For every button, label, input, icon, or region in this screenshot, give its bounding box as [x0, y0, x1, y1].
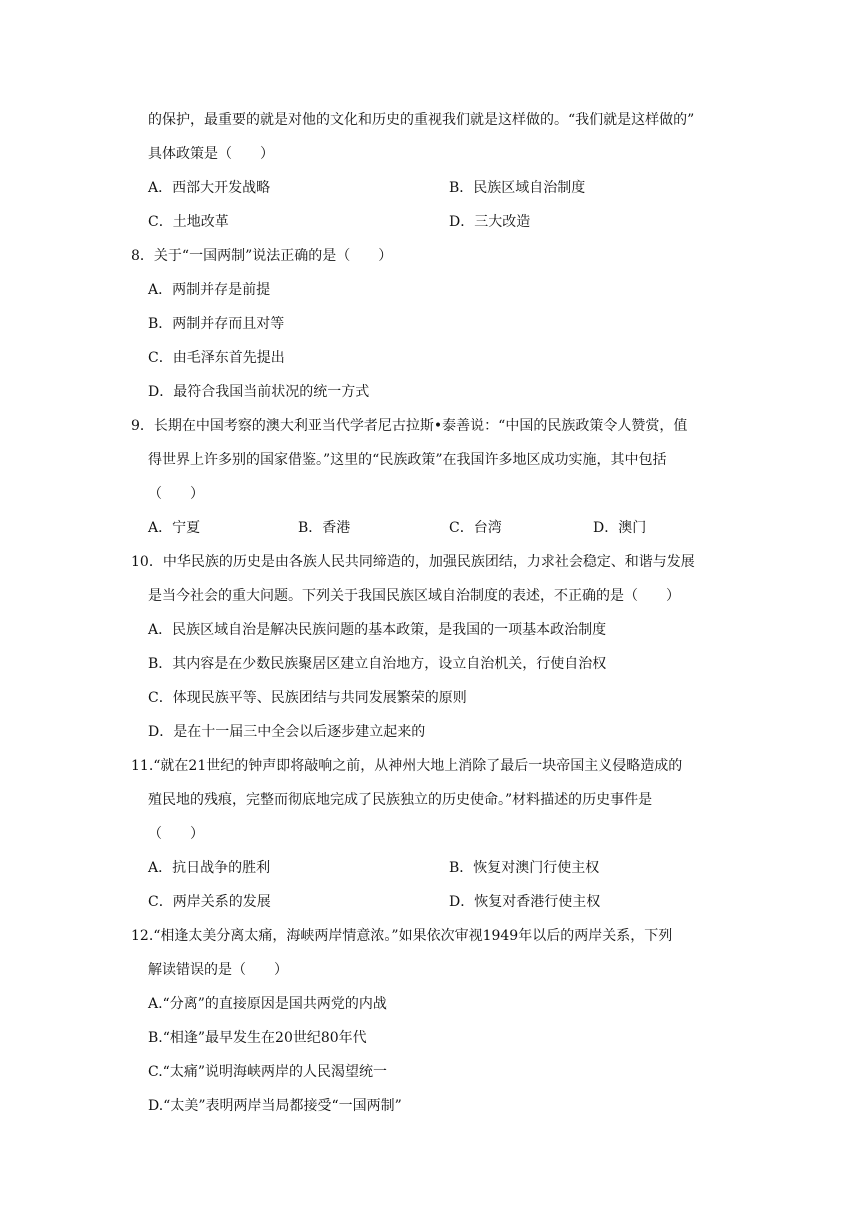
- option: C.“太痛”说明海峡两岸的人民渴望统一: [148, 1064, 387, 1080]
- option: D．是在十一届三中全会以后逐步建立起来的: [148, 724, 426, 740]
- option: A．民族区域自治是解决民族问题的基本政策，是我国的一项基本政治制度: [148, 622, 607, 638]
- option: A．宁夏: [148, 520, 201, 536]
- option: D．澳门: [593, 520, 647, 536]
- option: A．抗日战争的胜利: [148, 860, 271, 876]
- question-8: 8．关于“一国两制”说法正确的是（ ）: [131, 248, 393, 264]
- option: B．两制并存而且对等: [148, 316, 285, 332]
- option: C．体现民族平等、民族团结与共同发展繁荣的原则: [148, 690, 467, 706]
- option: C．由毛泽东首先提出: [148, 350, 285, 366]
- option: D．三大改造: [449, 214, 531, 230]
- option: C．两岸关系的发展: [148, 894, 271, 910]
- option: B．其内容是在少数民族聚居区建立自治地方，设立自治机关，行使自治权: [148, 656, 607, 672]
- question-9: 9．长期在中国考察的澳大利亚当代学者尼古拉斯•泰善说：“中国的民族政策令人赞赏，值: [131, 418, 688, 434]
- option: C．土地改革: [148, 214, 229, 230]
- text-line: 殖民地的残痕，完整而彻底地完成了民族独立的历史使命。”材料描述的历史事件是: [148, 792, 653, 808]
- option: D．恢复对香港行使主权: [449, 894, 601, 910]
- option: B．民族区域自治制度: [449, 180, 586, 196]
- option: D.“太美”表明两岸当局都接受“一国两制”: [148, 1098, 402, 1114]
- option: B．香港: [298, 520, 351, 536]
- option: A．两制并存是前提: [148, 282, 271, 298]
- option: A.“分离”的直接原因是国共两党的内战: [148, 996, 387, 1012]
- question-12: 12.“相逢太美分离太痛，海峡两岸情意浓。”如果依次审视1949年以后的两岸关系，下列: [131, 928, 673, 944]
- text-line: （ ）: [148, 826, 204, 842]
- text-line: 得世界上许多别的国家借鉴。”这里的“民族政策”在我国许多地区成功实施，其中包括: [148, 452, 667, 468]
- text-line: 具体政策是（ ）: [148, 146, 274, 162]
- option: B．恢复对澳门行使主权: [449, 860, 600, 876]
- question-10: 10．中华民族的历史是由各族人民共同缔造的，加强民族团结，力求社会稳定、和谐与发展: [131, 554, 695, 570]
- text-line: （ ）: [148, 486, 204, 502]
- option: D．最符合我国当前状况的统一方式: [148, 384, 370, 400]
- option: C．台湾: [449, 520, 502, 536]
- text-line: 的保护，最重要的就是对他的文化和历史的重视我们就是这样做的。“我们就是这样做的”: [148, 112, 695, 128]
- option: B.“相逢”最早发生在20世纪80年代: [148, 1030, 367, 1046]
- text-line: 是当今社会的重大问题。下列关于我国民族区域自治制度的表述，不正确的是（ ）: [148, 588, 680, 604]
- option: A．西部大开发战略: [148, 180, 271, 196]
- question-11: 11.“就在21世纪的钟声即将敲响之前，从神州大地上消除了最后一块帝国主义侵略造成的: [131, 758, 683, 774]
- text-line: 解读错误的是（ ）: [148, 962, 288, 978]
